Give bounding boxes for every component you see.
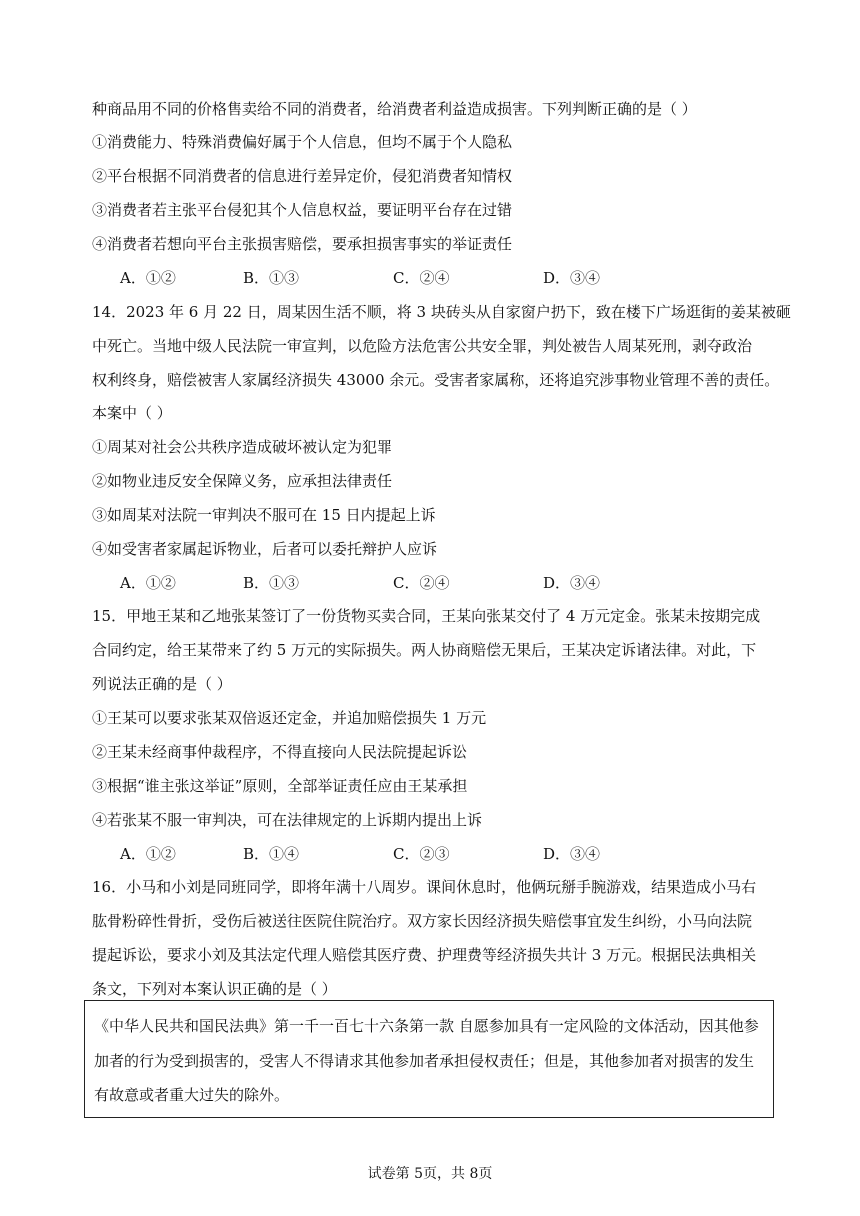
q13-statement-1: ①消费能力、特殊消费偏好属于个人信息，但均不属于个人隐私	[92, 133, 513, 151]
page-footer: 试卷第 5页，共 8页	[367, 1166, 493, 1182]
q13-statement-3: ③消费者若主张平台侵犯其个人信息权益，要证明平台存在过错	[92, 201, 513, 219]
q15-statement-3: ③根据“谁主张这举证”原则，全部举证责任应由王某承担	[92, 777, 468, 795]
civil-code-quote-box	[84, 1000, 774, 1118]
q14-stem-line: 中死亡。当地中级人民法院一审宣判，以危险方法危害公共安全罪，判处被告人周某死刑，剥夺政治	[92, 337, 753, 355]
q14-option-b[interactable]: B．①③	[243, 574, 300, 592]
q16-stem-line: 条文，下列对本案认识正确的是（ ）	[92, 980, 337, 998]
q15-option-c[interactable]: C．②③	[393, 845, 450, 863]
q15-option-d[interactable]: D．③④	[543, 845, 601, 863]
q14-statement-4: ④如受害者家属起诉物业，后者可以委托辩护人应诉	[92, 540, 438, 558]
q14-statement-3: ③如周某对法院一审判决不服可在 15 日内提起上诉	[92, 506, 436, 524]
q13-statement-4: ④消费者若想向平台主张损害赔偿，要承担损害事实的举证责任	[92, 235, 513, 253]
q13-option-d[interactable]: D．③④	[543, 269, 601, 287]
q14-stem-line: 14．2023 年 6 月 22 日，周某因生活不顺，将 3 块砖头从自家窗户扔下，致在楼下广场逛街的姜某被砸	[92, 303, 791, 321]
q16-stem-line: 16．小马和小刘是同班同学，即将年满十八周岁。课间休息时，他俩玩掰手腕游戏，结果造成小马右	[92, 878, 757, 896]
q14-option-d[interactable]: D．③④	[543, 574, 601, 592]
q16-stem-line: 提起诉讼，要求小刘及其法定代理人赔偿其医疗费、护理费等经济损失共计 3 万元。根据民法典相关	[92, 946, 757, 964]
q13-option-b[interactable]: B．①③	[243, 269, 300, 287]
q14-option-a[interactable]: A．①②	[120, 574, 176, 592]
quote-line: 加者的行为受到损害的，受害人不得请求其他参加者承担侵权责任；但是，其他参加者对损害的发生	[94, 1052, 755, 1070]
q14-option-c[interactable]: C．②④	[393, 574, 450, 592]
q14-statement-2: ②如物业违反安全保障义务，应承担法律责任	[92, 472, 393, 490]
q15-stem-line: 合同约定，给王某带来了约 5 万元的实际损失。两人协商赔偿无果后，王某决定诉诸法律。对此，下	[92, 641, 757, 659]
q13-option-a[interactable]: A．①②	[120, 269, 176, 287]
q15-statement-4: ④若张某不服一审判决，可在法律规定的上诉期内提出上诉	[92, 811, 483, 829]
q15-stem-line: 列说法正确的是（ ）	[92, 675, 232, 693]
q15-statement-2: ②王某未经商事仲裁程序，不得直接向人民法院提起诉讼	[92, 743, 468, 761]
q13-statement-2: ②平台根据不同消费者的信息进行差异定价，侵犯消费者知情权	[92, 167, 513, 185]
q15-stem-line: 15．甲地王某和乙地张某签订了一份货物买卖合同，王某向张某交付了 4 万元定金。张某未按期完成	[92, 607, 761, 625]
q13-stem-line: 种商品用不同的价格售卖给不同的消费者，给消费者利益造成损害。下列判断正确的是（ ）	[92, 100, 697, 118]
q15-option-b[interactable]: B．①④	[243, 845, 300, 863]
q14-statement-1: ①周某对社会公共秩序造成破坏被认定为犯罪	[92, 438, 393, 456]
q14-stem-line: 权利终身，赔偿被害人家属经济损失 43000 余元。受害者家属称，还将追究涉事物业管理不善的责任。	[92, 371, 780, 389]
q15-option-a[interactable]: A．①②	[120, 845, 176, 863]
q16-stem-line: 肱骨粉碎性骨折，受伤后被送往医院住院治疗。双方家长因经济损失赔偿事宜发生纠纷，小马向法院	[92, 912, 753, 930]
q14-stem-line: 本案中（ ）	[92, 404, 172, 422]
quote-line: 《中华人民共和国民法典》第一千一百七十六条第一款 自愿参加具有一定风险的文体活动，因其他参	[94, 1017, 759, 1035]
q15-statement-1: ①王某可以要求张某双倍返还定金，并追加赔偿损失 1 万元	[92, 709, 487, 727]
quote-line: 有故意或者重大过失的除外。	[94, 1086, 290, 1104]
q13-option-c[interactable]: C．②④	[393, 269, 450, 287]
